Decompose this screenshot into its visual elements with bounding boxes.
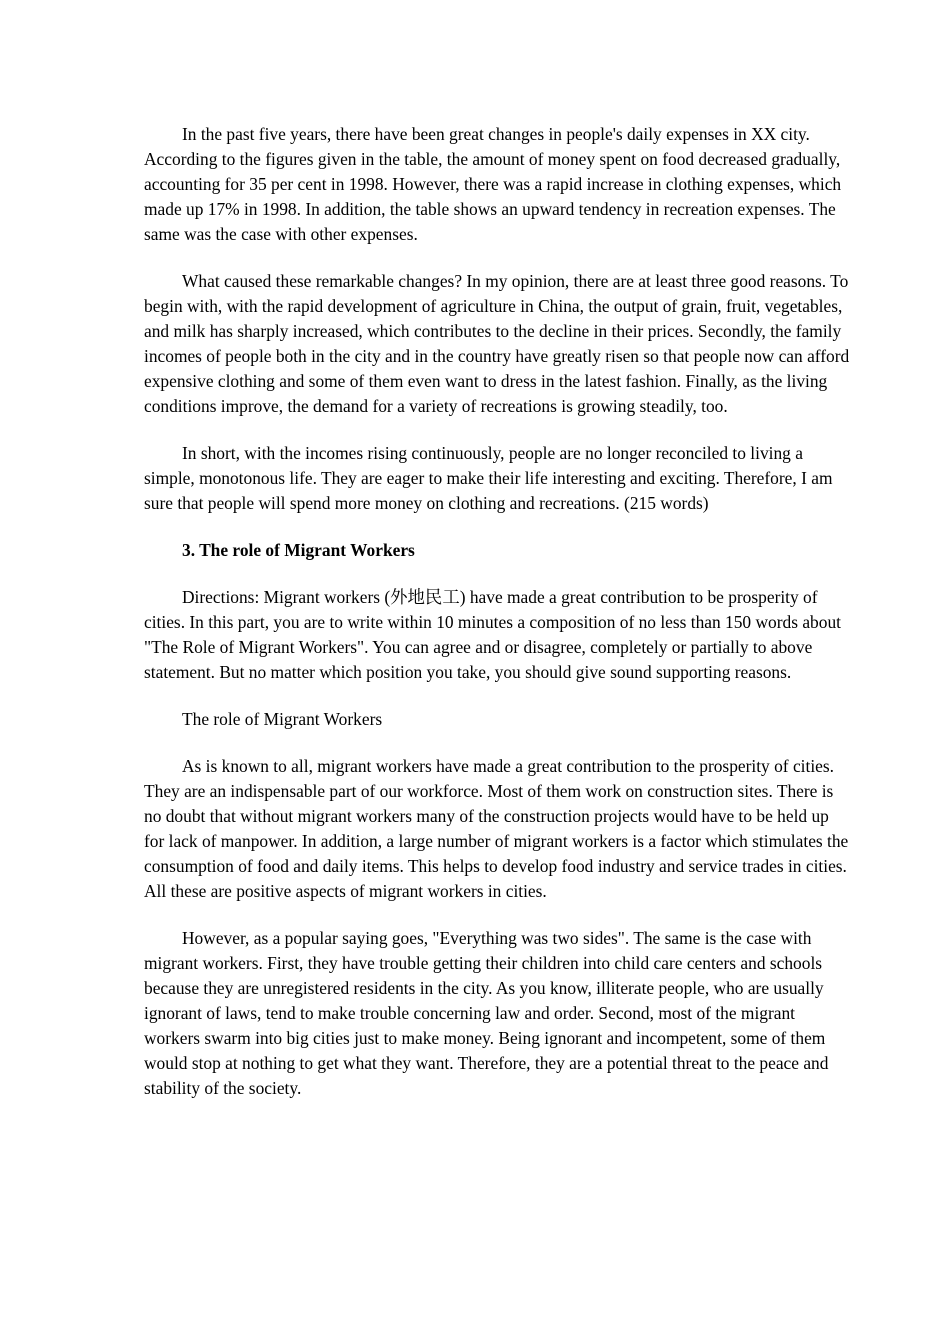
paragraph-positive-aspects: As is known to all, migrant workers have made a great contribution to the prosperity of cities. They are an indispensable part of our workforce. Most of them work on construction sites. There is no doubt that without migrant workers many of the construction projects would have to be held up for lack of manpower. In addition, a large number of migrant workers is a factor which stimulates the consumption of food and daily items. This helps to develop food industry and service trades in cities. All these are positive aspects of migrant workers in cities.	[144, 756, 849, 901]
paragraph-reasons: What caused these remarkable changes? In my opinion, there are at least three good reasons. To begin with, with the rapid development of agriculture in China, the output of grain, fruit, vegetables, and milk has sharply increased, which contributes to the decline in their prices. Secondly, the family incomes of people both in the city and in the country have greatly risen so that people now can afford expensive clothing and some of them even want to dress in the latest fashion. Finally, as the living conditions improve, the demand for a variety of recreations is growing steadily, too.	[144, 271, 850, 416]
section-heading: 3. The role of Migrant Workers	[182, 540, 415, 560]
paragraph-conclusion: In short, with the incomes rising continuously, people are no longer reconciled to living a simple, monotonous life. They are eager to make their life interesting and exciting. Therefore, I am sure that people will spend more money on clothing and recreations. (215 words)	[144, 443, 833, 513]
paragraph-negative-aspects: However, as a popular saying goes, "Everything was two sides". The same is the case with migrant workers. First, they have trouble getting their children into child care centers and schools because they are unregistered residents in the city. As you know, illiterate people, who are usually ignorant of laws, tend to make trouble concerning law and order. Second, most of the migrant workers swarm into big cities just to make money. Being ignorant and incompetent, some of them would stop at nothing to get what they want. Therefore, they are a potential threat to the peace and stability of the society.	[144, 928, 829, 1098]
essay-title: The role of Migrant Workers	[182, 709, 383, 729]
paragraph-expenses-changes: In the past five years, there have been great changes in people's daily expenses in XX city. According to the figures given in the table, the amount of money spent on food decreased gradually, accounting for 35 per cent in 1998. However, there was a rapid increase in clothing expenses, which made up 17% in 1998. In addition, the table shows an upward tendency in recreation expenses. The same was the case with other expenses.	[144, 124, 842, 244]
document-page	[144, 122, 850, 1123]
paragraph-directions: Directions: Migrant workers (外地民工) have made a great contribution to be prosperity of cities. In this part, you are to write within 10 minutes a composition of no less than 150 words about "The Role of Migrant Workers". You can agree and or disagree, completely or partially to above statement. But no matter which position you take, you should give sound supporting reasons.	[144, 587, 841, 682]
